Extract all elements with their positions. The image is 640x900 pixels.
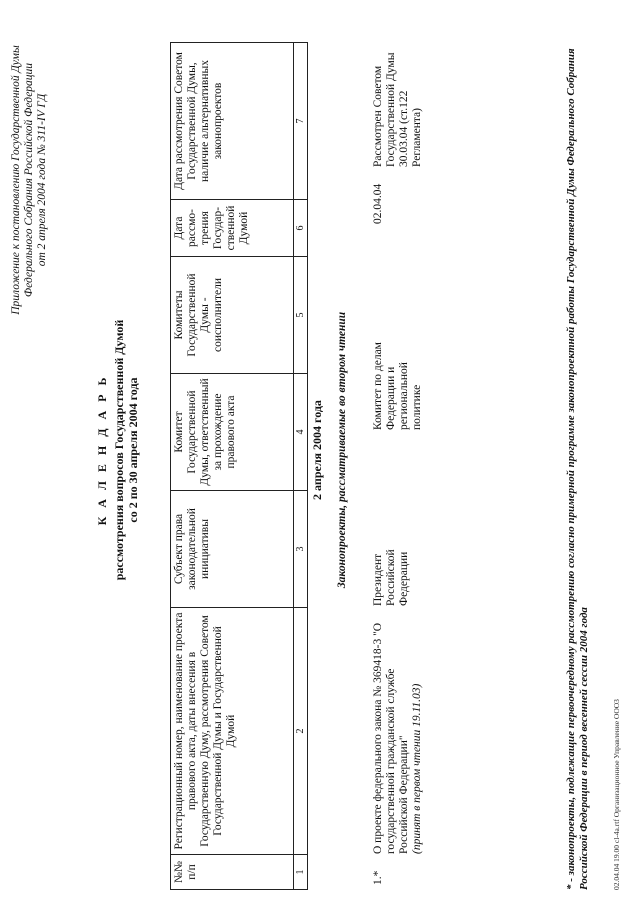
table-header-row (171, 43, 294, 890)
column-number: 6 (294, 200, 308, 257)
column-number: 3 (294, 491, 308, 608)
column-header-committee: Комитет Государственной Думы, ответственный за прохождение правового акта (171, 374, 294, 491)
document-title: К А Л Е Н Д А Р Ь (95, 374, 109, 526)
appendix-line-3: от 2 апреля 2004 года № 311-IV ГД (36, 93, 48, 267)
column-number: 1 (294, 855, 308, 890)
row-bill-title: О проекте федерального закона № 369418-3 "О государственной гражданской службе Российской Федерации" (372, 622, 410, 854)
appendix-line-1: Приложение к постановлению Государственной Думы (10, 45, 22, 315)
column-header-registration: Регистрационный номер, наименование проекта правового акта, даты внесения в Государственную Думу, рассмотрения Советом Государственной Думы и Государственной Думой (171, 608, 294, 855)
document-subtitle-2: со 2 по 30 апреля 2004 года (126, 377, 140, 523)
column-header-council-date: Дата рассмотрения Советом Государственной Думы, наличие альтернативных законопроектов (171, 43, 294, 200)
row-committee: Комитет по делам Федерации и региональной политике (372, 342, 423, 430)
appendix-note (10, 20, 49, 340)
column-number: 4 (294, 374, 308, 491)
row-index: 1.* (372, 870, 384, 885)
date-heading: 2 апреля 2004 года (310, 400, 324, 500)
row-bill-note: (принят в первом чтении 19.11.03) (411, 683, 423, 854)
column-header-duma-date: Дата рассмо-трения Государ-ственной Думой (171, 200, 294, 257)
footnote: * - законопроекты, подлежащие первоочередному рассмотрению согласно примерной программе законопроектной работы Государственной Думы Федерального Собрания Российской Федерации в период весенней сессии 2004 года (565, 48, 590, 890)
column-header-subject: Субъект права законодательной инициативы (171, 491, 294, 608)
column-number: 5 (294, 257, 308, 374)
row-council-status: Рассмотрен Советом Государственной Думы 30.03.04 (ст.122 Регламента) (372, 52, 423, 167)
column-number-row (294, 43, 308, 890)
column-header-coexecutors: Комитеты Государственной Думы - соисполнители (171, 257, 294, 374)
section-heading: Законопроекты, рассматриваемые во втором чтении (336, 311, 348, 589)
row-subject: Президент Российской Федерации (372, 549, 410, 606)
print-stamp: 02.04.04 19.00 cl-4a.rtf Организационное Управление ООО3 (612, 699, 621, 890)
document-subtitle-1: рассмотрения вопросов Государственной Думой (112, 319, 126, 581)
column-number: 2 (294, 608, 308, 855)
row-duma-date: 02.04.04 (372, 183, 384, 224)
row-bill-name (372, 614, 424, 854)
column-header-number: №№ п/п (171, 855, 294, 890)
column-number: 7 (294, 43, 308, 200)
appendix-line-2: Федерального Собрания Российской Федерации (23, 62, 35, 298)
calendar-table (170, 42, 308, 890)
